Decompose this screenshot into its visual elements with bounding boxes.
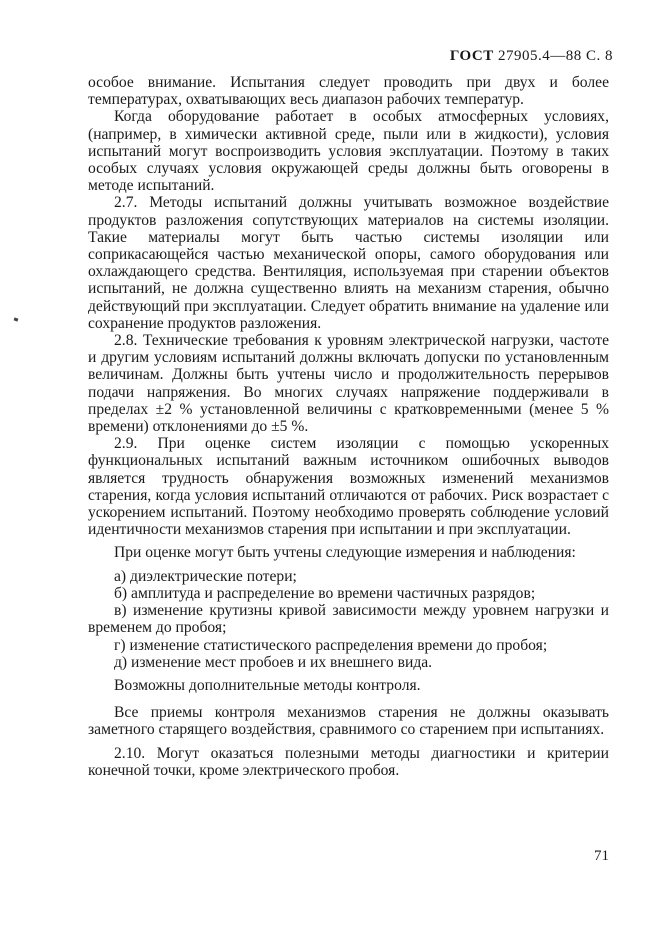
standard-number: 27905.4—88 bbox=[497, 48, 582, 64]
page-header bbox=[450, 48, 613, 65]
scan-artifact-mark bbox=[14, 317, 19, 321]
paragraph-2-8: 2.8. Технические требования к уровням электрической нагрузки, частоте и другим условиям испытаний должны включать допуски по установленным величинам. Должны быть учтены число и продолжительность перерывов подачи напряжения. Во многих случаях напряжение поддерживали в пределах ±2 % установленной величины с кратковременными (менее 5 % времени) отклонениями до ±5 %. bbox=[88, 332, 609, 436]
list-item: г) изменение статистического распределения времени до пробоя; bbox=[114, 636, 548, 654]
paragraph: особое внимание. Испытания следует проводить при двух и более температурах, охватывающих весь диапазон рабочих температур. bbox=[88, 74, 609, 109]
paragraph-2-9: 2.9. При оценке систем изоляции с помощью ускоренных функциональных испытаний важным источником ошибочных выводов является трудность обнаружения возможных изменений механизмов старения, когда условия испытаний отличаются от рабочих. Риск возрастает с ускорением испытаний. Поэтому необходимо проверять соблюдение условий идентичности механизмов старения при испытании и при эксплуатации. bbox=[88, 435, 609, 539]
list-item: д) изменение мест пробоев и их внешнего вида. bbox=[114, 653, 433, 671]
paragraph-list-intro: При оценке могут быть учтены следующие измерения и наблюдения: bbox=[114, 544, 576, 562]
page-number: 71 bbox=[594, 848, 609, 864]
paragraph-2-7: 2.7. Методы испытаний должны учитывать возможное воздействие продуктов разложения сопутствующих материалов на системы изоляции. Такие материалы могут быть частью системы изоляции или соприкасающейся частью механической опоры, самого оборудования или охлаждающего средства. Вентиляция, используемая при старении объектов испытаний, не должна существенно влиять на механизм старения, обычно действующий при эксплуатации. Следует обратить внимание на удаление или сохранение продуктов разложения. bbox=[88, 194, 609, 332]
paragraph: Когда оборудование работает в особых атмосферных условиях, (например, в химически активной среде, пыли или в жидкости), условия испытаний могут воспроизводить условия эксплуатации. Поэтому в таких особых случаях условия окружающей среды должны быть оговорены в методе испытаний. bbox=[88, 108, 609, 195]
paragraph: Все приемы контроля механизмов старения не должны оказывать заметного старящего воздействия, сравнимого со старением при испытаниях. bbox=[88, 704, 609, 739]
list-item: а) диэлектрические потери; bbox=[114, 567, 297, 585]
list-item: в) изменение крутизны кривой зависимости между уровнем нагрузки и временем до пробоя; bbox=[88, 602, 609, 637]
page-ref: С. 8 bbox=[585, 48, 613, 64]
paragraph: Возможны дополнительные методы контроля. bbox=[114, 676, 421, 694]
body-text bbox=[88, 74, 609, 779]
list-item: б) амплитуда и распределение во времени частичных разрядов; bbox=[114, 584, 536, 602]
paragraph-2-10: 2.10. Могут оказаться полезными методы диагностики и критерии конечной точки, кроме электрического пробоя. bbox=[88, 744, 609, 779]
gost-label: ГОСТ bbox=[449, 48, 494, 64]
